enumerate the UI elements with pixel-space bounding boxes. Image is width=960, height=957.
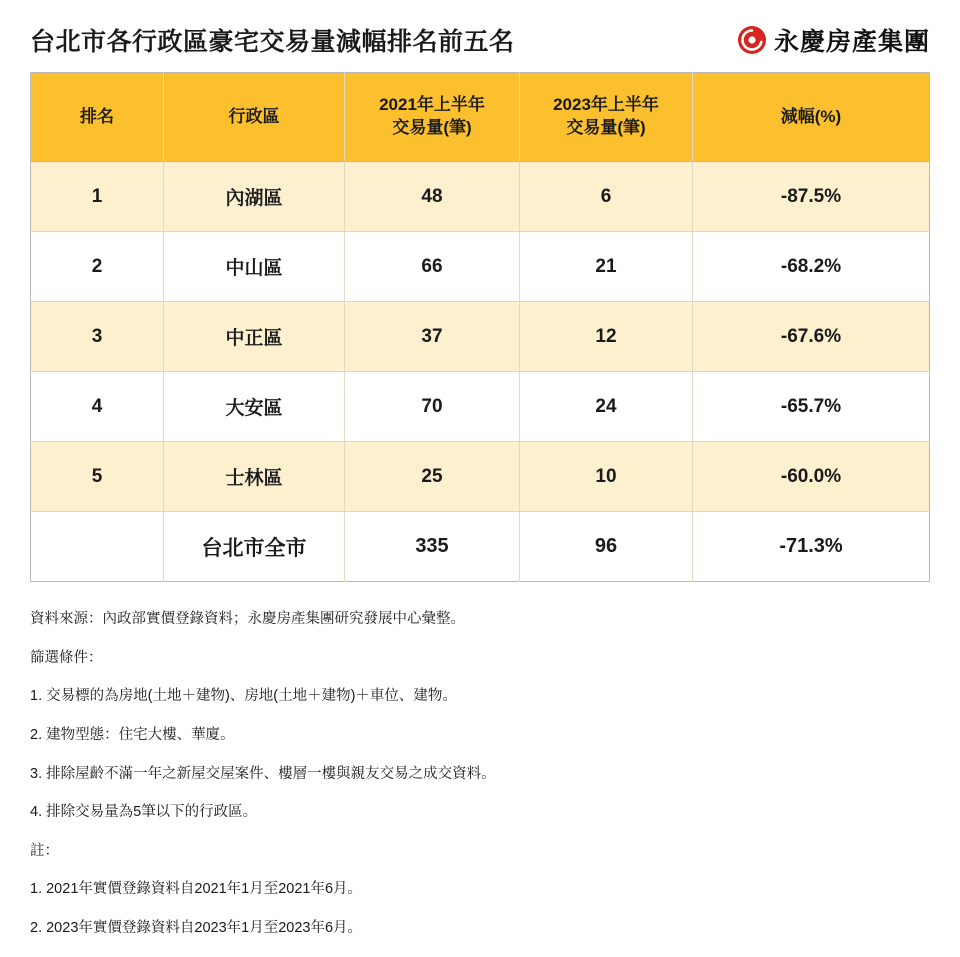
brand-logo [737, 22, 930, 58]
table-row [31, 372, 930, 442]
cell-district: 中正區 [164, 302, 345, 372]
footnote-criteria-3: 3. 排除屋齡不滿一年之新屋交屋案件、樓層一樓與親友交易之成交資料。 [30, 765, 496, 782]
cell-district: 內湖區 [164, 162, 345, 232]
cell-rank: 1 [31, 162, 164, 232]
cell-rank: 2 [31, 232, 164, 302]
cell-rank: 4 [31, 372, 164, 442]
column-header-rank-label: 排名 [80, 106, 114, 126]
cell-total-label: 台北市全市 [164, 512, 345, 582]
cell-2021: 66 [345, 232, 520, 302]
cell-total-2021: 335 [345, 512, 520, 582]
column-header-change [693, 73, 930, 162]
column-header-change-label: 減幅(%) [780, 106, 842, 126]
footnote-note-1: 1. 2021年實價登錄資料自2021年1月至2021年6月。 [30, 881, 363, 898]
cell-total-rank [31, 512, 164, 582]
column-header-district [164, 73, 345, 162]
footnote-criteria-1: 1. 交易標的為房地(土地＋建物)、房地(土地＋建物)＋車位、建物。 [30, 688, 457, 705]
cell-2023: 21 [520, 232, 693, 302]
cell-district: 大安區 [164, 372, 345, 442]
cell-2021: 25 [345, 442, 520, 512]
cell-2023: 6 [520, 162, 693, 232]
table-row [31, 162, 930, 232]
footnote-criteria-title: 篩選條件： [30, 649, 103, 666]
footnotes [30, 591, 930, 957]
cell-total-change: -71.3% [693, 512, 930, 582]
table-body [31, 162, 930, 582]
cell-2023: 12 [520, 302, 693, 372]
footnote-criteria-4: 4. 排除交易量為5筆以下的行政區。 [30, 804, 258, 821]
yungching-logo-icon [737, 25, 767, 55]
cell-district: 士林區 [164, 442, 345, 512]
page-title: 台北市各行政區豪宅交易量減幅排名前五名 [30, 28, 515, 56]
column-header-2021-label: 2021年上半年 [379, 95, 485, 115]
cell-change: -60.0% [693, 442, 930, 512]
column-header-district-label: 行政區 [228, 106, 280, 126]
footnote-source: 資料來源：內政部實價登錄資料；永慶房產集團研究發展中心彙整。 [30, 611, 465, 628]
column-header-2023 [520, 73, 693, 162]
column-header-2021-sublabel: 交易量(筆) [392, 118, 472, 137]
column-header-2023-label: 2023年上半年 [553, 95, 659, 115]
cell-2023: 10 [520, 442, 693, 512]
table-row [31, 442, 930, 512]
ranking-table [30, 72, 930, 582]
footnote-note-2: 2. 2023年實價登錄資料自2023年1月至2023年6月。 [30, 919, 363, 936]
brand-name: 永慶房產集團 [773, 28, 930, 56]
footnote-note-title: 註： [30, 842, 59, 859]
cell-change: -87.5% [693, 162, 930, 232]
table-header-row [31, 73, 930, 162]
column-header-2021 [345, 73, 520, 162]
cell-total-2023: 96 [520, 512, 693, 582]
table-row [31, 232, 930, 302]
cell-change: -68.2% [693, 232, 930, 302]
cell-change: -65.7% [693, 372, 930, 442]
table-header [31, 73, 930, 162]
table-row [31, 302, 930, 372]
table-total-row [31, 512, 930, 582]
cell-2021: 37 [345, 302, 520, 372]
cell-rank: 5 [31, 442, 164, 512]
cell-2021: 70 [345, 372, 520, 442]
header [30, 18, 930, 62]
column-header-rank [31, 73, 164, 162]
footnote-criteria-2: 2. 建物型態：住宅大樓、華廈。 [30, 726, 235, 743]
cell-2023: 24 [520, 372, 693, 442]
cell-rank: 3 [31, 302, 164, 372]
column-header-2023-sublabel: 交易量(筆) [566, 118, 646, 137]
cell-2021: 48 [345, 162, 520, 232]
cell-district: 中山區 [164, 232, 345, 302]
cell-change: -67.6% [693, 302, 930, 372]
